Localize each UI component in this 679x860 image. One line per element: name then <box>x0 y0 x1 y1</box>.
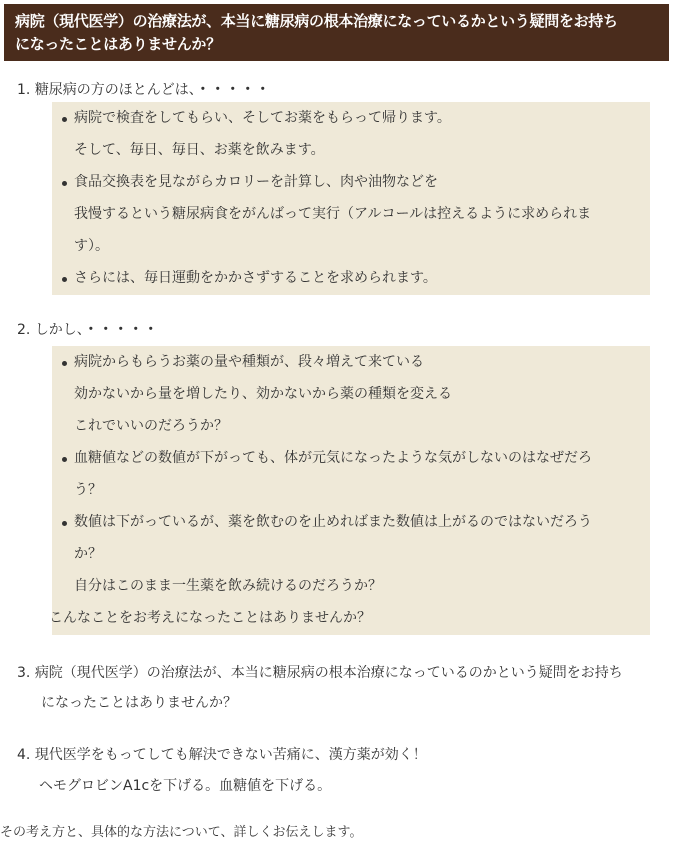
section-1-title <box>17 80 271 100</box>
section-2-line-5: う？ <box>74 482 102 498</box>
section-2-line-7: か？ <box>74 546 102 562</box>
section-2-dots: ・・・・・ <box>83 322 159 338</box>
section-1-heading: 糖尿病の方のほとんどは、 <box>34 82 196 98</box>
banner-line-1: 病院（現代医学）の治療法が、本当に糖尿病の根本治療になっているかという疑問をお持ち <box>15 12 618 30</box>
section-2-box <box>49 346 650 635</box>
section-2-line-2: 効かないから量を増したり、効かないから薬の種類を変える <box>74 386 452 402</box>
section-3-line-2: になったことはありませんか？ <box>41 695 237 711</box>
section-2-number: 2. <box>17 322 31 338</box>
bullet-icon <box>62 277 67 282</box>
bullet-icon <box>62 117 67 122</box>
section-1-line-4: 我慢するという糖尿病食をがんばって実行（アルコールは控えるように求められま <box>74 206 592 222</box>
section-1-line-3: 食品交換表を見ながらカロリーを計算し、肉や油物などを <box>74 174 438 190</box>
section-1-number: 1. <box>17 82 31 98</box>
bullet-icon <box>62 361 67 366</box>
section-4-text-1: 現代医学をもってしても解決できない苦痛に、漢方薬が効く！ <box>34 747 427 763</box>
section-3-text-1: 病院（現代医学）の治療法が、本当に糖尿病の根本治療になっているのかという疑問をお持ち <box>34 665 623 681</box>
section-2-title <box>17 320 159 340</box>
bullet-icon <box>62 181 67 186</box>
section-1-box <box>52 102 650 295</box>
section-4-line-1 <box>17 745 427 765</box>
section-2-heading: しかし、 <box>34 322 84 338</box>
banner-line-2: になったことはありませんか？ <box>15 35 221 53</box>
section-4-line-2: ヘモグロビンA1cを下げる。血糖値を下げる。 <box>39 778 332 794</box>
section-2-line-6: 数値は下がっているが、薬を飲むのを止めればまた数値は上がるのではないだろう <box>74 514 592 530</box>
section-1-line-5: す）。 <box>74 238 109 254</box>
section-2-line-1: 病院からもらうお薬の量や種類が、段々増えて来ている <box>74 354 424 370</box>
header-banner <box>4 4 669 61</box>
section-3-number: 3. <box>17 665 31 681</box>
bullet-icon <box>62 457 67 462</box>
section-2-line-8: 自分はこのまま一生薬を飲み続けるのだろうか？ <box>74 578 382 594</box>
section-1-line-2: そして、毎日、毎日、お薬を飲みます。 <box>74 142 325 158</box>
section-2-closing: こんなことをお考えになったことはありませんか？ <box>49 610 371 626</box>
section-2-line-4: 血糖値などの数値が下がっても、体が元気になったような気がしないのはなぜだろ <box>74 450 592 466</box>
section-1-dots: ・・・・・ <box>195 82 271 98</box>
section-3-line-1 <box>17 663 623 683</box>
section-1-line-6: さらには、毎日運動をかかさずすることを求められます。 <box>74 270 437 286</box>
section-2-line-3: これでいいのだろうか？ <box>74 418 228 434</box>
bullet-icon <box>62 521 67 526</box>
footer-text: その考え方と、具体的な方法について、詳しくお伝えします。 <box>0 825 363 840</box>
section-1-line-1: 病院で検査をしてもらい、そしてお薬をもらって帰ります。 <box>74 110 451 126</box>
section-4-number: 4. <box>17 747 31 763</box>
